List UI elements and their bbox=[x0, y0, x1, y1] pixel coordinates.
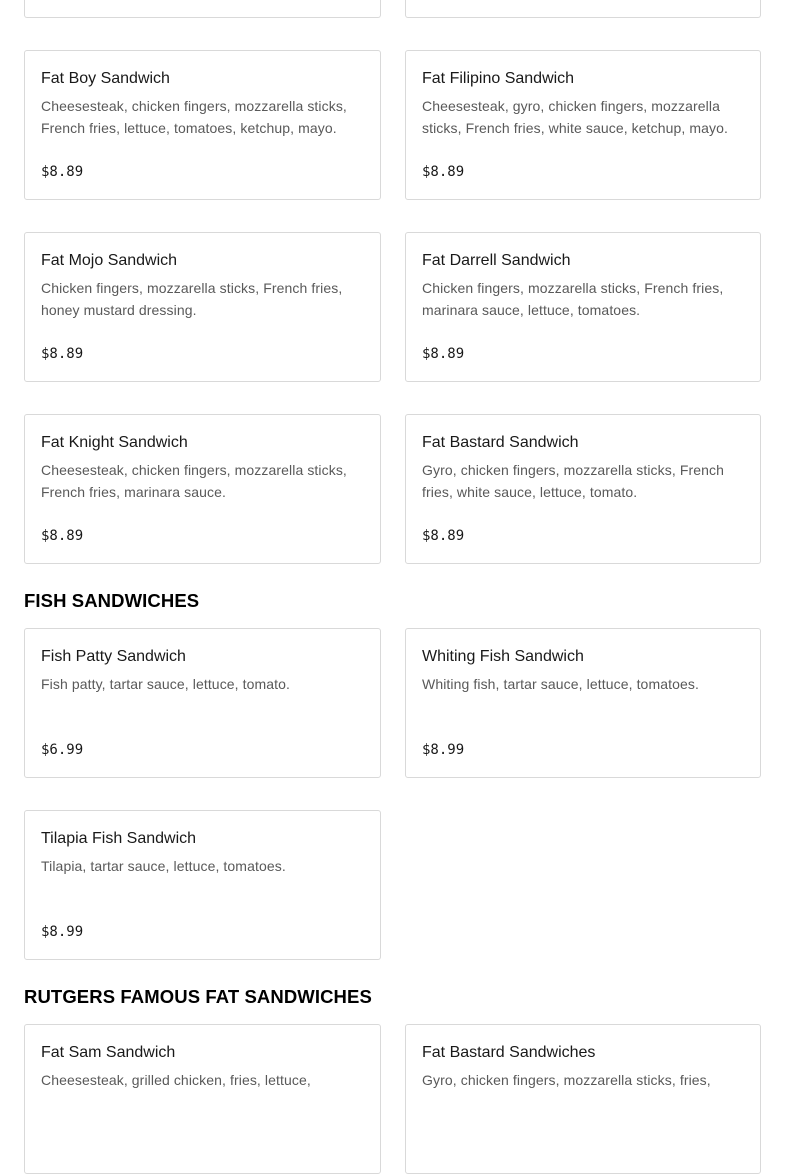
item-price: $8.89 bbox=[422, 164, 465, 180]
item-name: Fat Boy Sandwich bbox=[41, 70, 170, 87]
menu-item-card[interactable] bbox=[24, 414, 381, 564]
menu-item-card[interactable] bbox=[405, 628, 761, 778]
menu-item-card[interactable] bbox=[405, 232, 761, 382]
item-name: Fat Knight Sandwich bbox=[41, 434, 188, 451]
rutgers-sandwich-grid bbox=[24, 1024, 761, 1174]
item-description: Chicken fingers, mozzarella sticks, French fries, honey mustard dressing. bbox=[41, 280, 343, 318]
menu-item-card-partial[interactable] bbox=[24, 0, 381, 18]
menu-item-card[interactable] bbox=[24, 50, 381, 200]
fish-sandwich-grid bbox=[24, 628, 761, 960]
item-description: Cheesesteak, gyro, chicken fingers, mozzarella sticks, French fries, white sauce, ketchup, mayo. bbox=[422, 98, 729, 136]
menu-item-card[interactable] bbox=[24, 628, 381, 778]
menu-item-card[interactable] bbox=[405, 414, 761, 564]
item-description: Cheesesteak, grilled chicken, fries, lettuce, bbox=[41, 1072, 311, 1088]
menu-item-card[interactable] bbox=[405, 50, 761, 200]
item-name: Fish Patty Sandwich bbox=[41, 648, 186, 665]
item-description: Cheesesteak, chicken fingers, mozzarella sticks, French fries, lettuce, tomatoes, ketchup, mayo. bbox=[41, 98, 347, 136]
item-description: Whiting fish, tartar sauce, lettuce, tomatoes. bbox=[422, 676, 699, 692]
menu-item-card[interactable] bbox=[24, 232, 381, 382]
item-price: $8.89 bbox=[41, 346, 84, 362]
section-title-rutgers: RUTGERS FAMOUS FAT SANDWICHES bbox=[24, 986, 372, 1007]
item-description: Gyro, chicken fingers, mozzarella sticks, fries, bbox=[422, 1072, 711, 1088]
item-name: Fat Mojo Sandwich bbox=[41, 252, 178, 269]
item-description: Tilapia, tartar sauce, lettuce, tomatoes. bbox=[41, 858, 286, 874]
item-price: $6.99 bbox=[41, 742, 84, 758]
item-description: Chicken fingers, mozzarella sticks, French fries, marinara sauce, lettuce, tomatoes. bbox=[422, 280, 724, 318]
item-price: $8.89 bbox=[422, 346, 465, 362]
item-description: Gyro, chicken fingers, mozzarella sticks, French fries, white sauce, lettuce, tomato. bbox=[422, 462, 725, 500]
menu-item-card[interactable] bbox=[405, 1024, 761, 1174]
section-title-fish: FISH SANDWICHES bbox=[24, 590, 200, 611]
item-price: $8.89 bbox=[41, 528, 84, 544]
item-price: $8.99 bbox=[41, 924, 84, 940]
item-description: Cheesesteak, chicken fingers, mozzarella sticks, French fries, marinara sauce. bbox=[41, 462, 347, 500]
item-name: Fat Bastard Sandwiches bbox=[422, 1044, 596, 1061]
item-name: Fat Filipino Sandwich bbox=[422, 70, 575, 87]
item-price: $8.99 bbox=[422, 742, 465, 758]
item-name: Fat Sam Sandwich bbox=[41, 1044, 176, 1061]
item-name: Whiting Fish Sandwich bbox=[422, 648, 584, 665]
previous-row-stubs bbox=[24, 0, 761, 18]
menu-item-card[interactable] bbox=[24, 810, 381, 960]
fat-sandwich-grid bbox=[24, 50, 761, 564]
menu-item-card-partial[interactable] bbox=[405, 0, 761, 18]
item-name: Fat Bastard Sandwich bbox=[422, 434, 579, 451]
item-price: $8.89 bbox=[422, 528, 465, 544]
menu-page bbox=[24, 0, 761, 1174]
menu-item-card[interactable] bbox=[24, 1024, 381, 1174]
item-description: Fish patty, tartar sauce, lettuce, tomato. bbox=[41, 676, 291, 692]
item-name: Fat Darrell Sandwich bbox=[422, 252, 571, 269]
item-name: Tilapia Fish Sandwich bbox=[41, 830, 197, 847]
item-price: $8.89 bbox=[41, 164, 84, 180]
